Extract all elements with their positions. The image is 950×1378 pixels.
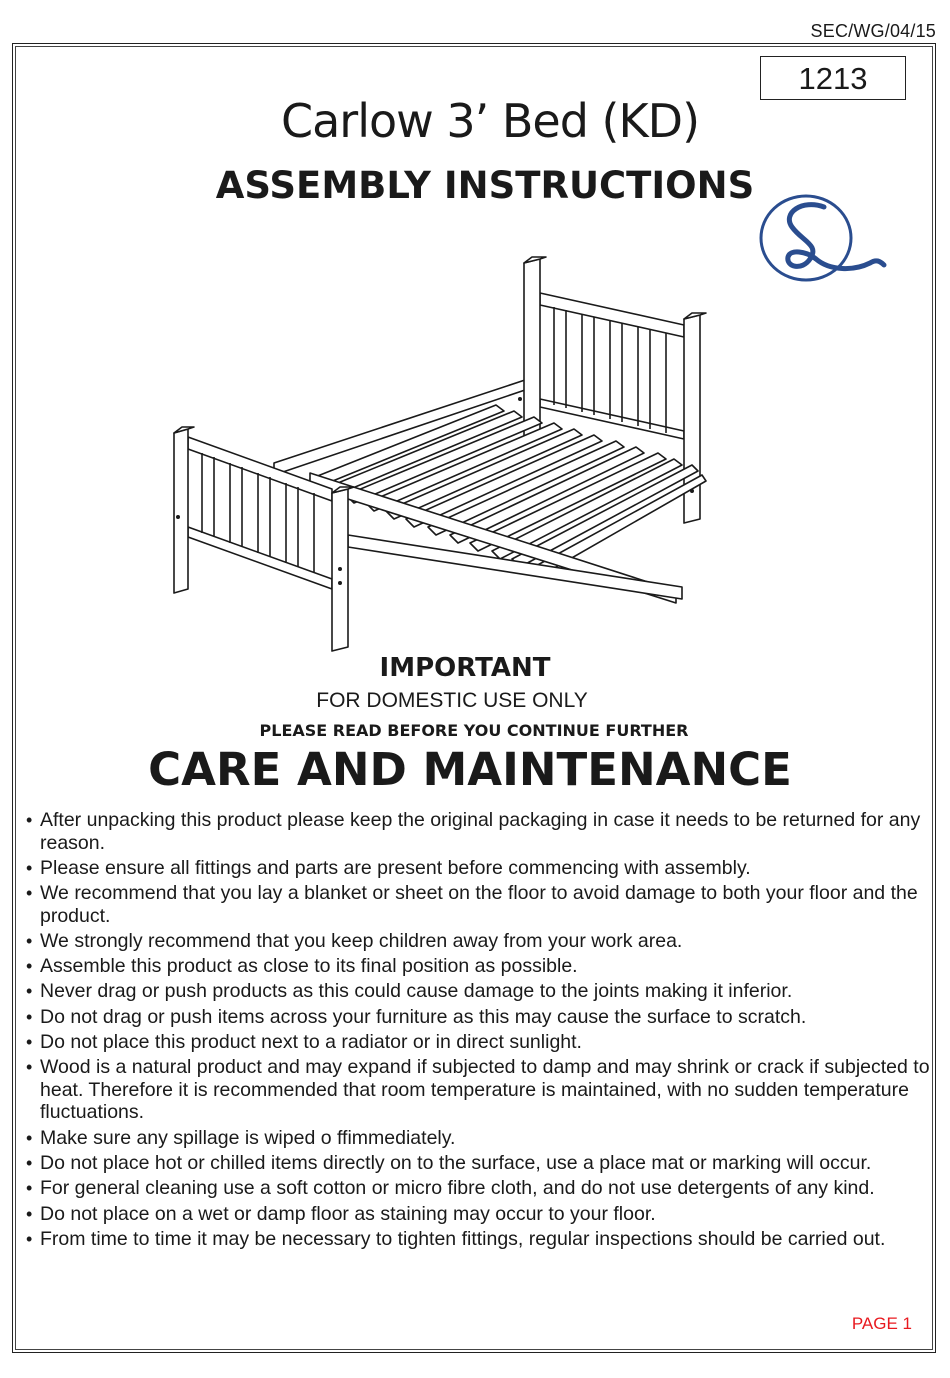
document-code: SEC/WG/04/15 bbox=[810, 21, 936, 41]
single-bed-illustration bbox=[162, 255, 707, 660]
list-item: • Please ensure all fittings and parts are present before commencing with assembly. bbox=[26, 857, 930, 880]
list-item: • Do not place this product next to a radiator or in direct sunlight. bbox=[26, 1031, 930, 1054]
read-before-notice: PLEASE READ BEFORE YOU CONTINUE FURTHER bbox=[259, 721, 689, 740]
care-heading: CARE AND MAINTENANCE bbox=[148, 743, 792, 796]
product-number-box: 1213 bbox=[760, 56, 906, 100]
list-item: • After unpacking this product please keep the original packaging in case it needs to be returned for any reason. bbox=[26, 809, 930, 854]
list-item: • Assemble this product as close to its final position as possible. bbox=[26, 955, 930, 978]
list-item: • Never drag or push products as this could cause damage to the joints making it inferior. bbox=[26, 980, 930, 1003]
document-subtitle: ASSEMBLY INSTRUCTIONS bbox=[215, 164, 755, 207]
domestic-use-notice: FOR DOMESTIC USE ONLY bbox=[316, 689, 588, 712]
page-number: PAGE 1 bbox=[851, 1314, 912, 1333]
important-heading: IMPORTANT bbox=[379, 653, 551, 683]
list-item: • Wood is a natural product and may expand if subjected to damp and may shrink or crack if subjected to heat. Therefore it is recommended that room temperature is maintained, with no sudden temperature fluctuations. bbox=[26, 1056, 930, 1124]
list-item: • Make sure any spillage is wiped o ffimmediately. bbox=[26, 1127, 930, 1150]
product-title: Carlow 3’ Bed (KD) bbox=[280, 94, 700, 148]
list-item: • We recommend that you lay a blanket or sheet on the floor to avoid damage to both your floor and the product. bbox=[26, 882, 930, 927]
list-item: • We strongly recommend that you keep children away from your work area. bbox=[26, 930, 930, 953]
list-item: • Do not place hot or chilled items directly on to the surface, use a place mat or marking will occur. bbox=[26, 1152, 930, 1175]
list-item: • Do not drag or push items across your furniture as this may cause the surface to scratch. bbox=[26, 1006, 930, 1029]
list-item: • From time to time it may be necessary to tighten fittings, regular inspections should be carried out. bbox=[26, 1228, 930, 1251]
script-s-logo-icon bbox=[758, 193, 890, 288]
care-list bbox=[26, 809, 930, 1253]
list-item: • For general cleaning use a soft cotton or micro fibre cloth, and do not use detergents of any kind. bbox=[26, 1177, 930, 1200]
list-item: • Do not place on a wet or damp floor as staining may occur to your floor. bbox=[26, 1203, 930, 1226]
